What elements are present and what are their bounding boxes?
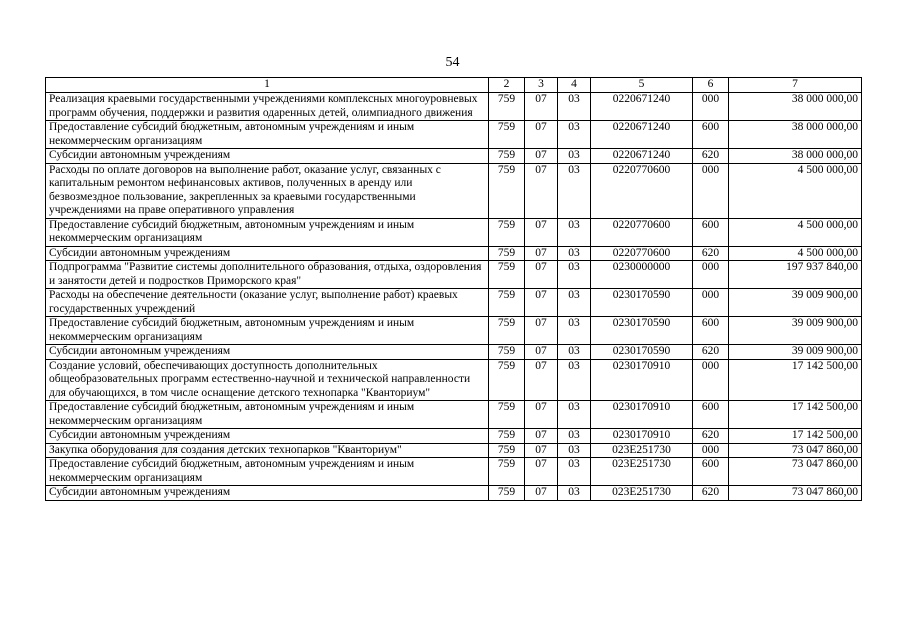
subsection-code: 03 bbox=[558, 93, 591, 121]
amount: 39 009 900,00 bbox=[729, 289, 862, 317]
subsection-code: 03 bbox=[558, 218, 591, 246]
target-article-code: 0230000000 bbox=[591, 261, 693, 289]
expense-type-code: 000 bbox=[693, 163, 729, 218]
column-header: 2 bbox=[489, 78, 525, 93]
amount: 197 937 840,00 bbox=[729, 261, 862, 289]
table-row bbox=[46, 401, 862, 429]
subsection-code: 03 bbox=[558, 163, 591, 218]
row-description: Субсидии автономным учреждениям bbox=[46, 486, 489, 501]
ministry-code: 759 bbox=[489, 261, 525, 289]
amount: 73 047 860,00 bbox=[729, 458, 862, 486]
section-code: 07 bbox=[525, 345, 558, 360]
amount: 4 500 000,00 bbox=[729, 163, 862, 218]
subsection-code: 03 bbox=[558, 443, 591, 458]
table-row bbox=[46, 261, 862, 289]
expense-type-code: 000 bbox=[693, 359, 729, 401]
amount: 4 500 000,00 bbox=[729, 246, 862, 261]
expense-type-code: 600 bbox=[693, 458, 729, 486]
target-article-code: 0220770600 bbox=[591, 163, 693, 218]
section-code: 07 bbox=[525, 261, 558, 289]
column-header: 6 bbox=[693, 78, 729, 93]
ministry-code: 759 bbox=[489, 345, 525, 360]
row-description: Расходы на обеспечение деятельности (оказание услуг, выполнение работ) краевых государственных учреждений bbox=[46, 289, 489, 317]
section-code: 07 bbox=[525, 121, 558, 149]
target-article-code: 0220770600 bbox=[591, 218, 693, 246]
expense-type-code: 000 bbox=[693, 443, 729, 458]
row-description: Создание условий, обеспечивающих доступность дополнительных общеобразовательных программ естественно-научной и технической направленности для обучающихся, в том числе оснащение детского технопарка "Кванториум" bbox=[46, 359, 489, 401]
ministry-code: 759 bbox=[489, 443, 525, 458]
row-description: Закупка оборудования для создания детских технопарков "Кванториум" bbox=[46, 443, 489, 458]
row-description: Субсидии автономным учреждениям bbox=[46, 246, 489, 261]
section-code: 07 bbox=[525, 458, 558, 486]
budget-table bbox=[45, 77, 862, 501]
target-article-code: 0230170910 bbox=[591, 401, 693, 429]
expense-type-code: 620 bbox=[693, 246, 729, 261]
target-article-code: 023E251730 bbox=[591, 458, 693, 486]
subsection-code: 03 bbox=[558, 149, 591, 164]
table-row bbox=[46, 121, 862, 149]
row-description: Предоставление субсидий бюджетным, автономным учреждениям и иным некоммерческим организациям bbox=[46, 458, 489, 486]
target-article-code: 0230170590 bbox=[591, 345, 693, 360]
target-article-code: 0220671240 bbox=[591, 121, 693, 149]
expense-type-code: 000 bbox=[693, 261, 729, 289]
ministry-code: 759 bbox=[489, 401, 525, 429]
ministry-code: 759 bbox=[489, 317, 525, 345]
page-number: 54 bbox=[445, 55, 460, 70]
subsection-code: 03 bbox=[558, 401, 591, 429]
table-header-row bbox=[46, 78, 862, 93]
expense-type-code: 620 bbox=[693, 429, 729, 444]
expense-type-code: 600 bbox=[693, 121, 729, 149]
subsection-code: 03 bbox=[558, 458, 591, 486]
table-row bbox=[46, 458, 862, 486]
ministry-code: 759 bbox=[489, 246, 525, 261]
ministry-code: 759 bbox=[489, 163, 525, 218]
ministry-code: 759 bbox=[489, 486, 525, 501]
ministry-code: 759 bbox=[489, 289, 525, 317]
column-header: 3 bbox=[525, 78, 558, 93]
subsection-code: 03 bbox=[558, 261, 591, 289]
row-description: Субсидии автономным учреждениям bbox=[46, 429, 489, 444]
target-article-code: 023E251730 bbox=[591, 443, 693, 458]
amount: 38 000 000,00 bbox=[729, 121, 862, 149]
amount: 39 009 900,00 bbox=[729, 317, 862, 345]
expense-type-code: 600 bbox=[693, 317, 729, 345]
table-row bbox=[46, 359, 862, 401]
ministry-code: 759 bbox=[489, 149, 525, 164]
section-code: 07 bbox=[525, 429, 558, 444]
column-header: 5 bbox=[591, 78, 693, 93]
section-code: 07 bbox=[525, 486, 558, 501]
amount: 17 142 500,00 bbox=[729, 401, 862, 429]
subsection-code: 03 bbox=[558, 121, 591, 149]
target-article-code: 0230170590 bbox=[591, 317, 693, 345]
amount: 38 000 000,00 bbox=[729, 93, 862, 121]
target-article-code: 0220671240 bbox=[591, 149, 693, 164]
table-row bbox=[46, 429, 862, 444]
table-row bbox=[46, 486, 862, 501]
expense-type-code: 620 bbox=[693, 149, 729, 164]
amount: 17 142 500,00 bbox=[729, 359, 862, 401]
table-row bbox=[46, 218, 862, 246]
ministry-code: 759 bbox=[489, 458, 525, 486]
subsection-code: 03 bbox=[558, 289, 591, 317]
column-header: 1 bbox=[46, 78, 489, 93]
subsection-code: 03 bbox=[558, 486, 591, 501]
expense-type-code: 000 bbox=[693, 289, 729, 317]
table-row bbox=[46, 443, 862, 458]
table-row bbox=[46, 246, 862, 261]
amount: 17 142 500,00 bbox=[729, 429, 862, 444]
section-code: 07 bbox=[525, 149, 558, 164]
subsection-code: 03 bbox=[558, 317, 591, 345]
amount: 4 500 000,00 bbox=[729, 218, 862, 246]
section-code: 07 bbox=[525, 289, 558, 317]
ministry-code: 759 bbox=[489, 93, 525, 121]
column-header: 7 bbox=[729, 78, 862, 93]
row-description: Субсидии автономным учреждениям bbox=[46, 149, 489, 164]
subsection-code: 03 bbox=[558, 429, 591, 444]
ministry-code: 759 bbox=[489, 359, 525, 401]
table-row bbox=[46, 163, 862, 218]
expense-type-code: 620 bbox=[693, 345, 729, 360]
row-description: Подпрограмма "Развитие системы дополнительного образования, отдыха, оздоровления и занятости детей и подростков Приморского края" bbox=[46, 261, 489, 289]
row-description: Субсидии автономным учреждениям bbox=[46, 345, 489, 360]
section-code: 07 bbox=[525, 246, 558, 261]
section-code: 07 bbox=[525, 317, 558, 345]
ministry-code: 759 bbox=[489, 218, 525, 246]
row-description: Предоставление субсидий бюджетным, автономным учреждениям и иным некоммерческим организациям bbox=[46, 317, 489, 345]
expense-type-code: 600 bbox=[693, 218, 729, 246]
amount: 39 009 900,00 bbox=[729, 345, 862, 360]
amount: 38 000 000,00 bbox=[729, 149, 862, 164]
target-article-code: 0230170910 bbox=[591, 359, 693, 401]
target-article-code: 023E251730 bbox=[591, 486, 693, 501]
section-code: 07 bbox=[525, 218, 558, 246]
expense-type-code: 620 bbox=[693, 486, 729, 501]
subsection-code: 03 bbox=[558, 345, 591, 360]
expense-type-code: 600 bbox=[693, 401, 729, 429]
table-row bbox=[46, 289, 862, 317]
ministry-code: 759 bbox=[489, 429, 525, 444]
amount: 73 047 860,00 bbox=[729, 486, 862, 501]
target-article-code: 0230170590 bbox=[591, 289, 693, 317]
section-code: 07 bbox=[525, 359, 558, 401]
target-article-code: 0230170910 bbox=[591, 429, 693, 444]
target-article-code: 0220770600 bbox=[591, 246, 693, 261]
section-code: 07 bbox=[525, 401, 558, 429]
row-description: Расходы по оплате договоров на выполнение работ, оказание услуг, связанных с капитальным ремонтом нефинансовых активов, полученных в аренду или безвозмездное пользование, закрепленных за краевыми государственными учреждениями на праве оперативного управления bbox=[46, 163, 489, 218]
amount: 73 047 860,00 bbox=[729, 443, 862, 458]
column-header: 4 bbox=[558, 78, 591, 93]
section-code: 07 bbox=[525, 443, 558, 458]
row-description: Предоставление субсидий бюджетным, автономным учреждениям и иным некоммерческим организациям bbox=[46, 218, 489, 246]
row-description: Реализация краевыми государственными учреждениями комплексных многоуровневых программ обучения, поддержки и развития одаренных детей, олимпиадного движения bbox=[46, 93, 489, 121]
target-article-code: 0220671240 bbox=[591, 93, 693, 121]
row-description: Предоставление субсидий бюджетным, автономным учреждениям и иным некоммерческим организациям bbox=[46, 401, 489, 429]
expense-type-code: 000 bbox=[693, 93, 729, 121]
table-row bbox=[46, 345, 862, 360]
subsection-code: 03 bbox=[558, 246, 591, 261]
table-row bbox=[46, 149, 862, 164]
table-row bbox=[46, 317, 862, 345]
row-description: Предоставление субсидий бюджетным, автономным учреждениям и иным некоммерческим организациям bbox=[46, 121, 489, 149]
table-row bbox=[46, 93, 862, 121]
ministry-code: 759 bbox=[489, 121, 525, 149]
section-code: 07 bbox=[525, 93, 558, 121]
section-code: 07 bbox=[525, 163, 558, 218]
subsection-code: 03 bbox=[558, 359, 591, 401]
